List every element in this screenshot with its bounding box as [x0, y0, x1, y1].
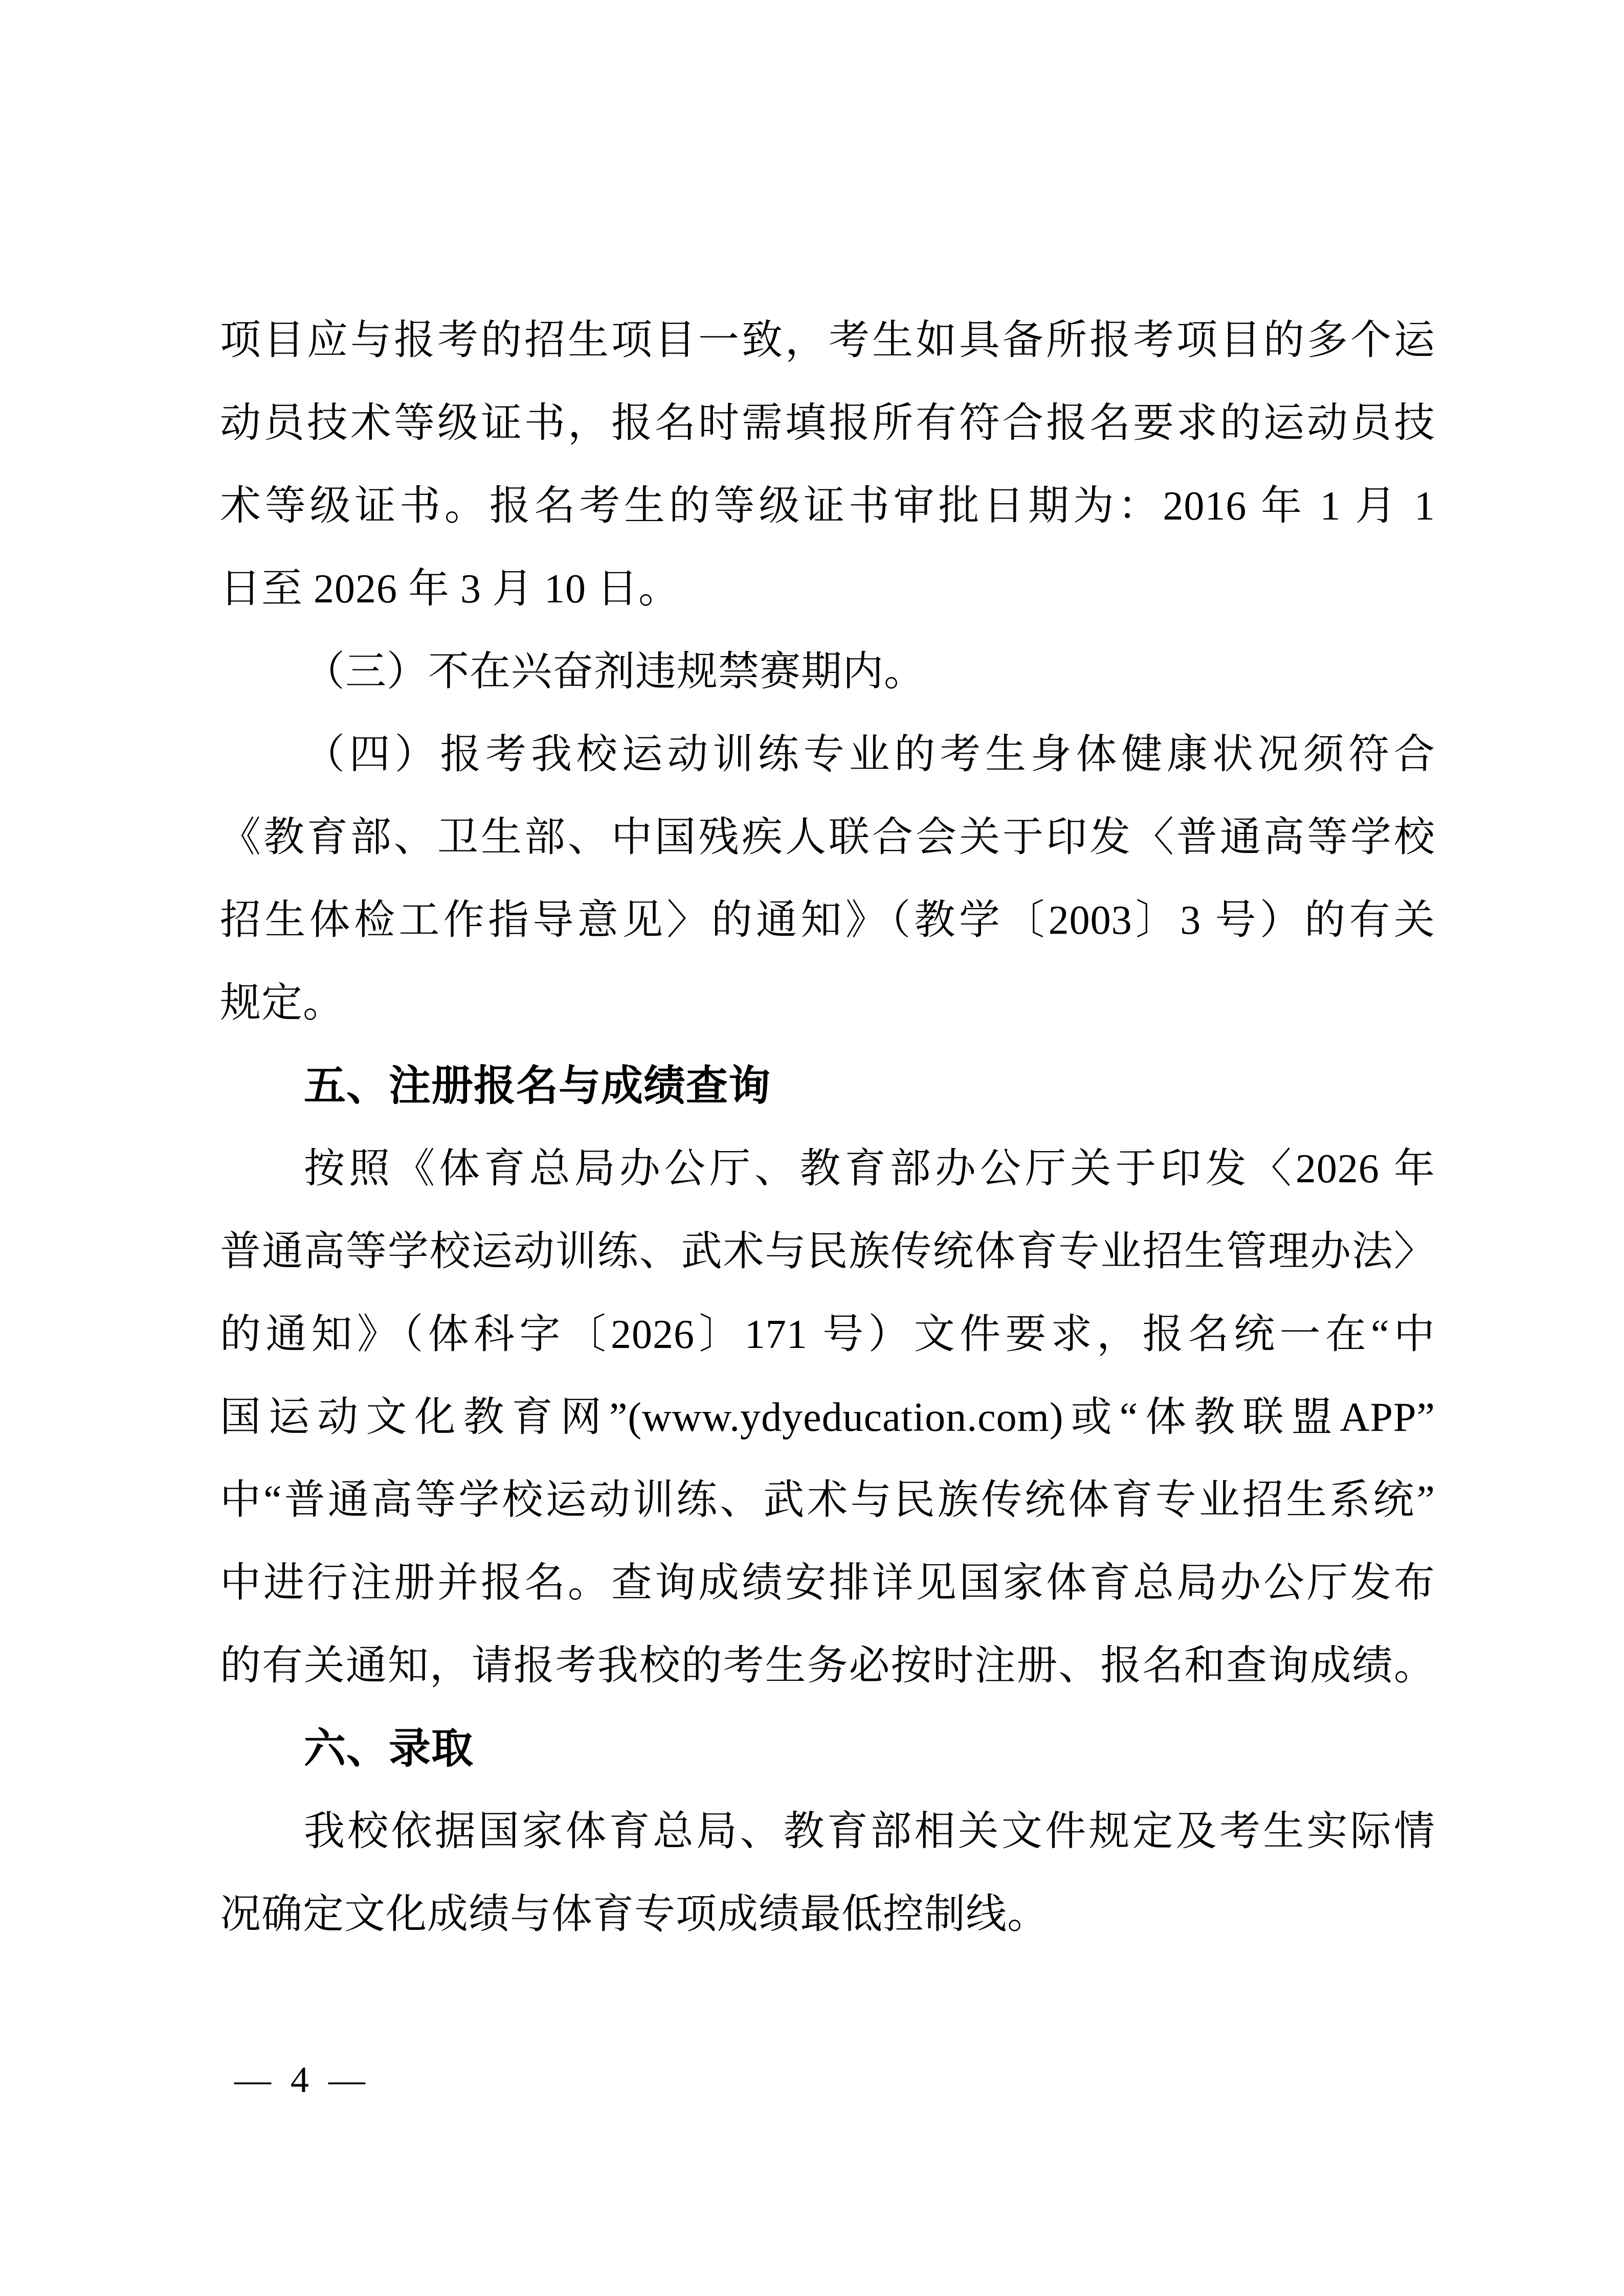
text-line: 中“普通高等学校运动训练、武术与民族传统体育专业招生系统” [220, 1478, 1435, 1523]
text-line-website: 国运动文化教育网”(www.ydyeducation.com)或“体教联盟APP” [220, 1395, 1435, 1440]
text-line: 术等级证书。报名考生的等级证书审批日期为：2016 年 1 月 1 [220, 484, 1435, 529]
text-line: 招生体检工作指导意见〉的通知》（教学〔2003〕3 号）的有关 [220, 898, 1435, 943]
text-line: 中进行注册并报名。查询成绩安排详见国家体育总局办公厅发布 [220, 1561, 1435, 1606]
text-line: （四）报考我校运动训练专业的考生身体健康状况须符合 [304, 732, 1435, 777]
text-line: 规定。 [220, 981, 344, 1026]
text-line: 况确定文化成绩与体育专项成绩最低控制线。 [220, 1892, 1049, 1937]
text-line: 普通高等学校运动训练、武术与民族传统体育专业招生管理办法〉 [220, 1229, 1435, 1274]
text-line: 动员技术等级证书，报名时需填报所有符合报名要求的运动员技 [220, 401, 1435, 446]
text-line: 日至 2026 年 3 月 10 日。 [220, 567, 680, 612]
text-line: 按照《体育总局办公厅、教育部办公厅关于印发〈2026 年 [304, 1146, 1435, 1191]
text-line: 项目应与报考的招生项目一致，考生如具备所报考项目的多个运 [220, 318, 1435, 363]
section-heading-registration: 五、注册报名与成绩查询 [304, 1063, 771, 1109]
section-heading-admission: 六、录取 [304, 1725, 474, 1772]
text-line: 我校依据国家体育总局、教育部相关文件规定及考生实际情 [304, 1809, 1435, 1854]
document-body [220, 299, 1435, 1956]
page-number: — 4 — [234, 2059, 370, 2100]
text-line: （三）不在兴奋剂违规禁赛期内。 [304, 649, 925, 694]
text-line: 的有关通知，请报考我校的考生务必按时注册、报名和查询成绩。 [220, 1644, 1435, 1689]
text-line: 《教育部、卫生部、中国残疾人联合会关于印发〈普通高等学校 [220, 815, 1435, 860]
text-line: 的通知》（体科字〔2026〕171 号）文件要求，报名统一在“中 [220, 1312, 1435, 1357]
